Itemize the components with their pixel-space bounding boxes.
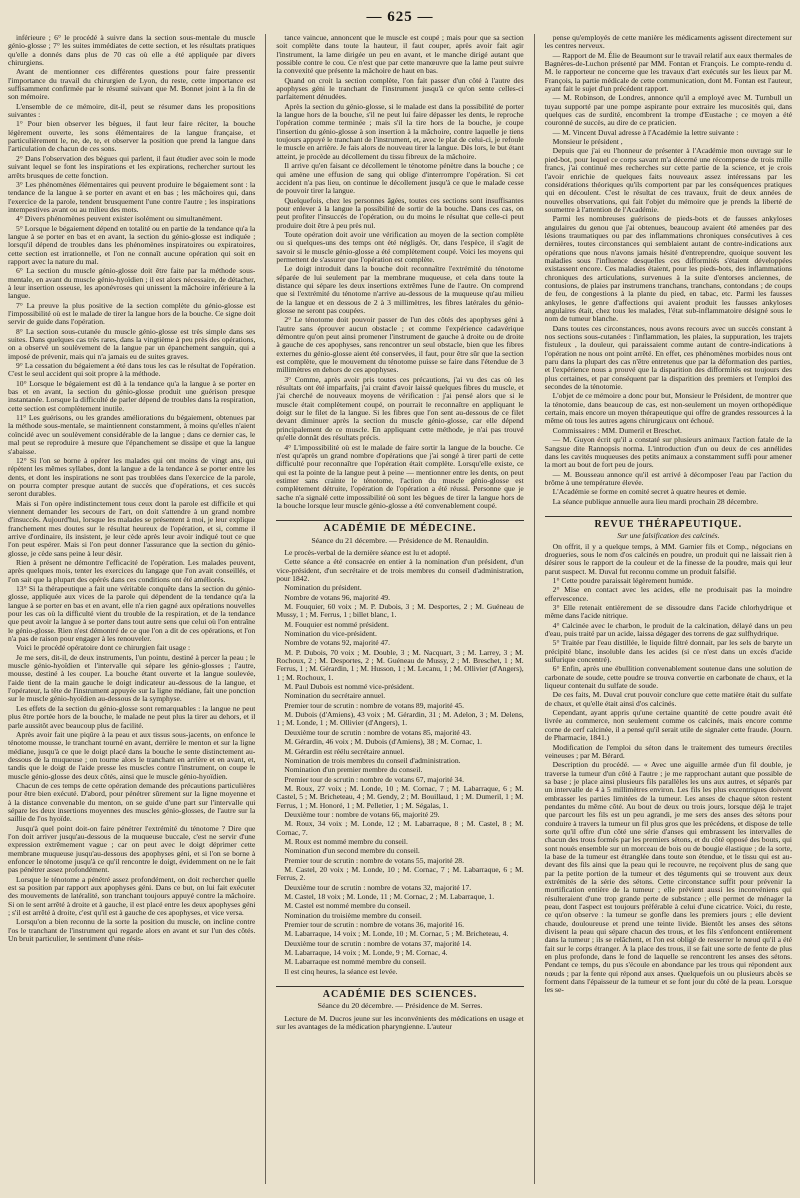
paragraph: 2° Mise en contact avec les acides, elle ne produisait pas la moindre effervescence. [544,585,793,603]
paragraph: 3° Elle retenait entièrement de se dissoudre dans l'acide chlorhydrique et même dans l'acide nitrique. [544,603,793,621]
paragraph: 4° L'impossibilité où est le malade de faire sortir la langue de la bouche. Ce n'est qu'après un grand nombre d'opérations que j'ai songé à tirer parti de cette difficulté pour reconnaître que l'opération était complète. Lorsqu'elle existe, ce qui est la pointe de la langue peut à peine — mentionner entre les dents, on peut estimer sans crainte le ténotome, l'action du muscle génio-glosse est complètement détruite, l'opération de l'opération a été réussi. Personne que je sache n'a signalé cette impossibilité où sont les bègues de tirer la langue hors de la bouche lorsque leur muscle génio-glosse a été convenablement coupé. [276,442,524,510]
paragraph: Dans toutes ces circonstances, nous avons recours avec un succès constant à nos sections sous-cutanées : l'inflammation, les plaies, la suppuration, les trajets fistuleux , la douleur, qui paraissaient comme autant de contre-indications à l'opération ne nous ont point arrêté. En effet, ces phénomènes morbides nous ont paru dans la plupart des cas n'être entretenus que par la déformation des parties, et l'expérience nous a prouvé que la disparition des difformités est toujours des plus certaines, et par conséquent par la disparition des premiers et l'emploi des secondes de la ténotomie. [544,323,793,392]
paragraph: Quelquefois, chez les personnes âgées, toutes ces sections sont insuffisantes pour enlever à la langue la possibilité de sortir de la bouche. Dans ces cas, on peut profiter l'insuccès de l'opération, ou du moins le résultat que celle-ci peut produire doit être à peu près nul. [276,195,524,230]
paragraph: Deuxième tour de scrutin : nombre de votans 37, majorité 14. [284,938,472,948]
paragraph: Description du procédé. — « Avec une aiguille armée d'un fil double, je traverse la tumeur d'un côté à l'autre ; je me rapprochant autant que possible de sa base ; je place ainsi plusieurs fils parallèles les uns aux autres, et séparés par un intervalle de 4 à 5 millimètres environ. Les fils les plus excentriques doivent embrasser les parties limitées de la tumeur. Les anses de chaque séton restent pendantes du même côté. Au bout de deux ou trois jours, lorsque déjà le trajet que parcourt les fils est un peu agrandi, je me sers des anses des sétons pour conduire à travers la tumeur un fil plus gros que les précédens, et dispose de telle sorte qu'il offre d'un côté une série d'anses qui embrassent les intervalles de chacun des trous formés par les premiers sétons, et du côté opposé des bouts, qui sont noués ensemble sur un morceau de bois ou de bougie élastique ; de la sorte, la base de la tumeur est étranglée dans toute son étendue, et le tissu qui est au-devant des fils ainsi que la peau qui le recouvre, ne reçoivent plus de sang que par la petite portion de la tumeur et des téguments qui se trouvent aux deux extrémités de la série des sétons. Cette circonstance suffit pour prévenir la mortification entière de la tumeur ; elle prévient aussi les inconvéniens qui résulteraient d'une trop grande perte de substance ; elle permet de ménager la peau, dont l'aspect est toujours préférable à celui d'une cicatrice. Voici, du reste, ce qu'on observe : la tumeur se gonfle dans les premiers jours ; elle devient chaude, douloureuse et prend une teinte livide. Bientôt les anses des sétons divisent la peau qui sépare chacun des trous, et les fils s'enfoncent entièrement dans la tumeur ; ils se relâchent, et l'on est obligé de resserrer le nœud qu'il a été fait sur le corps étranger. À la place des trous, il se fait une sorte de fente de plus en plus profonde, dans le fond de laquelle se rencontrent les anses des sétons. Pendant ce temps, du pus s'écoule en abondance par les trous qui répondent aux nœuds ; par la fente qui répond aux anses. Quelquefois un ou plusieurs abcès se forment dans l'épaisseur de la tumeur et se font jour du côté de la peau. Lorsque les se- [544,760,793,995]
paragraph: Nomination du vice-président. [284,629,377,639]
paragraph: M. Castel est nommé membre du conseil. [284,901,411,911]
paragraph: Nombre de votans 92, majorité 47. [284,638,390,648]
paragraph: Monsieur le président , [552,137,623,147]
paragraph: M. Fouquier, 60 voix ; M. P. Dubois, 3 ; M. Desportes, 2 ; M. Guéneau de Mussy, 1 ; M. Ferrus, 1 ; billet blanc, 1. [276,602,524,620]
paragraph: Parmi les nombreuses guérisons de pieds-bots et de fausses ankyloses angulaires du genou que j'ai obtenues, beaucoup avaient été amenées par des lésions traumatiques ou par des inflammations chroniques consécutives à ces dernières, toutes circonstances qui semblaient autant de contre-indications aux opérations que nous n'avons jamais hésité d'entreprendre, quoique souvent les maladies sous l'influence desquelles ces difformités s'étaient développées existassent encore. Ces maladies étaient, pour les pieds-bots, des inflammations chroniques des articulations, survenues à la suite d'entorses anciennes, de contusions, de plaies par instrumens tranchans, tranchans, contondans ; de coups de feu, de congestions à la plante du pied, en tabac, etc. Parmi les fausses ankyloses, le genre d'affections qui avaient produit les fausses ankyloses angulaires était, chez tous les malades, l'état sub-inflammatoire désigné sous le nom de tumeur blanche. [544,214,793,324]
paragraph: Lecture de M. Ducros jeune sur les inconvénients des médications en usage et sur les avantages de la médication pharyngienne. L'auteur [276,1013,524,1032]
paragraph: — M. Robinson, de Londres, annonce qu'il a employé avec M. Turnbull un tuyau supporté par une pompe aspirante pour extraire les mucosités qui, dans quelques cas de surdité, encombrent la trompe d'Eustache ; ce moyen a été couronné de succès, au dire de ce praticien. [544,93,793,128]
paragraph: Chacun de ces temps de cette opération demande des précautions particulières pour être bien exécuté. D'abord, pour pénétrer sûrement sur la ligne moyenne et à la distance convenable du menton, on se guide d'une part sur l'intervalle qui sépare les deux insertions moyennes des muscles génio-glosses, de l'autre sur la saillie de l'os hyoïde. [8,780,256,824]
paragraph: M. Castel, 20 voix ; M. Londe, 10 ; M. Cornac, 7 ; M. Labarraque, 6 ; M. Ferrus, 2. [276,864,524,883]
column-divider [534,34,535,1184]
paragraph: 3° Les phénomènes élémentaires qui peuvent produire le bégaiement sont : la tendance de la langue à se porter en avant et en bas ; les mâchoires qui, dans l'exercice de la parole, tendent brusquement l'une contre l'autre ; les inspirations intempestives avant ou au milieu des mots. [8,179,256,214]
page-number: — 625 — [366,8,434,25]
paragraph: M. Labarraque, 14 voix ; M. Londe, 9 ; M. Cornac, 4. [284,948,448,958]
column-middle [276,34,523,1184]
paragraph: Quand on croit la section complète, l'on fait passer d'un côté à l'autre des apophyses géni le tranchant de l'instrument jusqu'à ce qu'on sente celles-ci parfaitement dénudées. [276,75,524,102]
section-title-academie-medecine: ACADÉMIE DE MÉDECINE. [276,520,523,533]
paragraph: — M. Bousseau annonce qu'il est arrivé à décomposer l'eau par l'action du brôme à une température élevée. [544,469,793,487]
paragraph: Toute opération doit avoir une vérification au moyen de la section complète ou si quelques-uns des temps ont été négligés. Or, dans l'espèce, il s'agit de savoir si le muscle génio-glosse a été complètement coupé. Voici les moyens qui permettent de s'assurer que l'opération est complète. [276,229,524,264]
paragraph: Les effets de la section du génio-glosse sont remarquables : la langue ne peut plus être portée hors de la bouche, le malade ne peut plus la tirer au dehors, et il parle aussitôt avec beaucoup plus de facilité. [8,703,256,730]
paragraph: Nomination de trois membres du conseil d'administration. [284,755,461,765]
academie-sciences-continued [545,34,792,506]
paragraph: Cependant, ayant appris qu'une certaine quantité de cette poudre avait été livrée au commerce, non seulement comme os calcinés, mais encore comme corne de cerf calcinée, il a pensé qu'il serait utile de signaler cette fraude. (Journ. de Pharmacie, 1841.) [544,708,793,743]
paragraph: Lorsque le ténotome a pénétré assez profondément, on doit rechercher quelle est sa position par rapport aux apophyses géni. Dans ce but, on lui fait exécuter des mouvements de latéralité, son tranchant toujours appuyé contre la mâchoire. Si on le sent arrêté à droite et à gauche, il est placé entre les deux apophyses géni ; s'il est arrêté à droite, c'est qu'il est à gauche de ces apophyses, et vice versa. [8,874,256,918]
paragraph: 6° Enfin, après une ébullition convenablement soutenue dans une solution de carbonate de soude, cette poudre se trouva convertie en carbonate de chaux, et la liqueur contenait du sulfate de soude. [544,664,793,691]
paragraph: 7° La preuve la plus positive de la section complète du génio-glosse est l'impossibilité où est le malade de tirer la langue hors de la bouche. Ce signe doit servir de guide dans l'opération. [8,300,256,327]
paragraph: Nomination du troisième membre du conseil. [284,910,422,920]
paragraph: Premier tour de scrutin : nombre de votans 67, majorité 34. [284,774,465,784]
paragraph: Premier tour de scrutin : nombre de votans 36, majorité 16. [284,920,465,930]
paragraph: Premier tour de scrutin : nombre de votans 55, majorité 28. [284,855,465,865]
paragraph: De ces faits, M. Duval crut pouvoir conclure que cette matière était du sulfate de chaux, et qu'elle était ainsi d'os calcinés. [544,690,793,708]
paragraph: Deuxième tour de scrutin : nombre de votans 32, majorité 17. [284,882,472,892]
academie-medecine-report [276,549,523,976]
paragraph: M. Gérardin, 46 voix ; M. Dubois (d'Amiens), 38 ; M. Cornac, 1. [284,737,483,747]
paragraph: M. Roux, 34 voix ; M. Londe, 12 ; M. Labarraque, 8 ; M. Castel, 8 ; M. Cornac, 7. [276,819,524,837]
paragraph: M. P. Dubois, 70 voix ; M. Double, 3 ; M. Nacquart, 3 ; M. Larrey, 3 ; M. Rochoux, 2 ; M. Desportes, 2 ; M. Guéneau de Mussy, 2 ; M. Breschet, 1 ; M. Ferrus, 1 ; M. Gérardin, 1 ; M. Husson, 1 ; M. Lecanu, 1 ; M. Ollivier (d'Angers), 1 ; M. Rochoux, 1. [276,647,524,682]
paragraph: Nombre de votans 96, majorité 49. [284,592,390,602]
paragraph: Voici le procédé opératoire dont ce chirurgien fait usage : [16,643,191,653]
revue-therapeutique-text [545,543,792,995]
paragraph: M. Gérardin est réélu secrétaire annuel. [284,746,405,756]
paragraph: M. Labarraque, 14 voix ; M. Londe, 10 ; M. Cornac, 5 ; M. Bricheteau, 4. [284,929,509,939]
column-divider [265,34,266,1184]
article-subtitle: Sur une falsification des calcinés. [617,531,720,541]
paragraph: M. Labarraque est nommé membre du conseil. [284,957,427,967]
paragraph: Cette séance a été consacrée en entier à la nomination d'un président, d'un vice-président, d'un secrétaire et de trois membres du conseil d'administration, pour 1842. [276,557,524,583]
paragraph: Lorsqu'on a bien reconnu de la sorte la position du muscle, on incline contre l'os le tranchant de l'instrument qui regarde alors en avant et sur l'un des côtés. Un bruit particulier, le sentiment d'une résis- [8,917,256,944]
paragraph: Le doigt introduit dans la bouche doit reconnaître l'extrémité du ténotome séparée de lui seulement par la membrane muqueuse, et cela dans toute la distance qui sépare les deux insertions extrêmes l'une de l'autre. On comprend que si l'extrémité du ténotome n'arrive au-dessous de la muqueuse qu'au milieu de la langue et en dessous de 2 à 3 millimètres, les fibres latérales du génio-glosse ne seront pas coupées. [276,264,524,315]
paragraph: 10° Lorsque le bégaiement est dû à la tendance qu'a la langue à se porter en bas et en avant, la section du génio-glosse produit une guérison presque instantanée. Lorsque la difficulté de parler dépend de troubles dans la respiration, cette section est complètement inutile. [8,378,256,413]
paragraph: M. Roux est nommé membre du conseil. [284,836,408,846]
paragraph: M. Castel, 18 voix ; M. Londe, 11 ; M. Cornac, 2 ; M. Labarraque, 1. [284,892,495,901]
paragraph: Modification de l'emploi du séton dans le traitement des tumeurs érectiles veineuses ; par M. Bérard. [544,742,793,760]
paragraph: Commissaires : MM. Dumeril et Breschet. [552,425,682,435]
paragraph: Après la section du génio-glosse, si le malade est dans la possibilité de porter la langue hors de la bouche, s'il ne peut lui faire dépasser les dents, le reproche l'opération comme terminée ; mais s'il la tire hors de la bouche, je coupe l'insertion du génio-glosse à son insertion à la mâchoire, contre laquelle je tiens toujours appuyé le tranchant de l'instrument, et, avec le plat de celui-ci, je refoule le muscle en arrière. Je fais alors de nouveau tirer la langue. Dès lors, le but étant atteint, je procède au décollement du tissu fibreux de la mâchoire. [276,101,524,161]
paragraph: Deuxième tour : nombre de votans 66, majorité 29. [284,809,440,819]
paragraph: L'ensemble de ce mémoire, dit-il, peut se résumer dans les propositions suivantes : [8,101,256,120]
paragraph: Depuis que j'ai eu l'honneur de présenter à l'Académie mon ouvrage sur le pied-bot, pour lequel ce corps savant m'a décerné une récompense de trois mille francs, j'ai continué mes recherches sur cette partie de la science, et je crois l'avoir enrichie de quelques faits nouveaux assez intéressans par les considérations théoriques qu'ils comportent par par les conséquences pratiques qui en découlent. C'est le résultat de ces travaux, fruit de deux années de nouvelles observations, qui fait l'objet du mémoire que je prends la liberté de soumettre à l'attention de l'Académie. [544,146,793,214]
paragraph: M. Paul Dubois est nommé vice-président. [284,682,415,692]
section-title-academie-sciences: ACADÉMIE DES SCIENCES. [276,986,523,999]
paragraph: Je me sers, dit-il, de deux instruments, l'un pointu, destiné à percer la peau ; le muscle génio-hyoïdien et l'intervalle qui sépare les génio-glosses ; l'autre, mousse, destiné à les couper. La bouche étant ouverte et la langue soulevée, l'aide tient de la main gauche le doigt indicateur au-dessous de la langue, et l'opérateur, la tête de l'instrument appuyée sur la ligne médiane, fait une ponction sur le muscle génio-hyoïdien au-dessous de la symphyse. [8,652,256,704]
page-header [8,0,792,34]
paragraph: 2° Le ténotome doit pouvoir passer de l'un des côtés des apophyses géni à l'autre sans éprouver aucun obstacle ; et comme l'expérience cadavérique démontre qu'on peut ainsi promener l'instrument de gauche à droite ou de droite à gauche de ces apophyses, sans rencontrer un seul obstacle, bien que les fibres externes du génio-glosse aient été conservées, il faut, pour être sûr que la section est complète, que le mouvement du ténotome puisse se faire dans l'étendue de 3 millimètres en dehors de ces apophyses. [276,315,524,375]
columns [8,34,792,1184]
paragraph: L'objet de ce mémoire a donc pour but, Monsieur le Président, de montrer que la ténotomie, dans beaucoup de cas, est non-seulement un moyen orthopédique certain, mais encore un moyen thérapeutique qui offre de grandes ressources à la même où tous les autres agens chirurgicaux ont échoué. [544,391,793,426]
paragraph: 4° Divers phénomènes peuvent exister isolément ou simultanément. [16,214,223,224]
column-right [545,34,792,1184]
paragraph: 1° Cette poudre paraissait légèrement humide. [552,575,694,585]
paragraph: Nomination du secrétaire annuel. [284,691,386,701]
session-line-medecine: Séance du 21 décembre. — Présidence de M. Renauldin. [311,535,489,545]
paragraph: Il arrive qu'en faisant ce décollement le ténotome pénètre dans la bouche ; ce qui amène une effusion de sang qui oblige d'interrompre l'opération. Si cet accident n'a pas lieu, on continue le décollement jusqu'à ce que le malade cesse de pouvoir tirer la langue. [276,161,524,196]
paragraph: 2° Dans l'observation des bègues qui parlent, il faut étudier avec soin le mode suivant lequel se font les inspirations et les expirations, rechercher surtout les arrêts brusques de cette fonction. [8,153,256,180]
surgery-article-continued [276,34,523,510]
column-left [8,34,255,1184]
paragraph: Rien à présent ne démontre l'efficacité de l'opération. Les malades peuvent, après quelques mois, tenter les exercices du langage que l'on avait conseillés, et l'on sait que la plupart des opérés dans ces conditions ont été améliorés. [8,557,256,584]
paragraph: Jusqu'à quel point doit-on faire pénétrer l'extrémité du ténotome ? Dire que l'on doit arriver jusqu'au-dessous de la muqueuse buccale, c'est ne servir d'une expression extrêmement vague ; car on peut avec le doigt déprimer cette membrane muqueuse jusqu'au-dessous des apophyses géni, et si l'on se borne à enfoncer le ténotome jusqu'à ce qu'il rencontre le doigt, évidemment on ne le fait pas pénétrer assez profondément. [8,823,256,875]
paragraph: M. Fouquier est nommé président. [284,619,389,629]
paragraph: Premier tour de scrutin : nombre de votans 89, majorité 45. [284,700,465,710]
paragraph: 4° Calcinée avec le charbon, le produit de la calcination, délayé dans un peu d'eau, puis traité par un acide, laissa dégager des torrens de gaz sulfhydrique. [544,620,793,639]
paragraph: tance vaincue, annoncent que le muscle est coupé ; mais pour que sa section soit complète dans toute la hauteur, il faut couper, après avoir fait agir l'instrument, la lame dirigée un peu en avant, et le manche dirigé autant que possible contre le cou. Ce n'est que par cette manœuvre que la lame peut suivre la convexité que présente la mâchoire de haut en bas. [276,34,524,76]
paragraph: 3° Comme, après avoir pris toutes ces précautions, j'ai vu des cas où les résultats ont été imparfaits, j'ai craint d'avoir laissé quelques fibres du muscle, et j'ai cherché de nouveaux moyens de vérification : j'ai pensé alors que si le muscle était complètement coupé, on pourrait le reconnaître en appliquant le doigt sur le filet de la langue. Si les fibres que l'on sent au-dessous de ce filet devant diminuer après la section du muscle génio-glosse, car elle dépend principalement de ce muscle. En appliquant cette méthode, je n'ai pas trouvé qu'elle donnât des résultats précis. [276,374,524,443]
paragraph: Nomination d'un premier membre du conseil. [284,765,423,775]
section-title-revue-therapeutique: REVUE THÉRAPEUTIQUE. [545,516,792,529]
paragraph: 1° Pour bien observer les bègues, il faut leur faire réciter, la bouche légèrement ouverte, les sons élémentaires de la langue française, et particulièrement le, ne, de, te, et observer la position que prend la langue dans l'articulation de chacun de ces sons. [8,119,256,154]
paragraph: La séance publique annuelle aura lieu mardi prochain 28 décembre. [552,496,759,506]
paragraph: 8° La section sous-cutanée du muscle génio-glosse est très simple dans ses suites. Dans quelques cas très rares, dans la vingtième à peu près des opérations, on a observé un soulèvement de la langue par un épanchement sanguin, qui a imposé de prévenir, mais qui n'a jamais eu de suites graves. [8,326,256,361]
paragraph: Avant de mentionner ces différentes questions pour faire pressentir l'importance du travail du chirurgien de Lyon, du reste, cette importance est suffisamment confirmée par le résumé suivant que M. Bonnet joint à la fin de son mémoire. [8,67,256,102]
paragraph: inférieure ; 6° le procédé à suivre dans la section sous-mentale du muscle génio-glosse ; 7° les suites immédiates de cette section, et les résultats pratiques qu'elle a donnés dans plus de 70 cas où elle a été appliquée par divers chirurgiens. [8,34,256,68]
paragraph: M. Roux, 27 voix ; M. Londe, 10 ; M. Cornac, 7 ; M. Labarraque, 6 ; M. Castel, 5 ; M. Bricheteau, 4 ; M. Gendy, 2 ; M. Bouillaud, 1 ; M. Dumeril, 1 ; M. Ferrus, 1 ; M. Honoré, 1 ; M. Pelletier, 1 ; M. Ségalas, 1. [276,783,524,810]
paragraph: 9° La cessation du bégaiement a été dans tous les cas le résultat de l'opération. C'est le seul accident qui soit propre à la méthode. [8,361,256,379]
paragraph: Nomination du président. [284,583,362,593]
paragraph: 5° Traitée par l'eau distillée, le liquide filtré donnait, par les sels de baryte un précipité blanc, insoluble dans les acides (si ce n'est dans un excès d'acide sulfurique concentré). [544,638,793,665]
paragraph: 13° Si la thérapeutique a fait une véritable conquête dans la section du génio-glosse, appliquée aux vices de la parole qui dépendent de la tendance qu'a la langue à se porter en bas et en avant, elle n'a rien gagné aux opérations nouvelles pour les cas où la difficulté vient du trouble de la respiration, et de la tendance que peut avoir la langue à se porter dans tout autre sens que celui où l'on entraîne le génio-glosse. Rien n'est démontré de ce que l'on a dit de ces opérations, et l'on n'a pas de raison pour engager à les renouveler. [8,584,256,644]
paragraph: Il est cinq heures, la séance est levée. [284,966,398,976]
paragraph: — Rapport de M. Élie de Beaumont sur le travail relatif aux eaux thermales de Bagnères-de-Luchon présenté par MM. Fontan et François. Le compte-rendu d. M. le rapporteur ne concerne que les travaux d'art exécutés sur les lieux par M. François, la partie médicale de cette communication, dont M. Fontan est l'auteur, ayant fait le sujet d'un précédent rapport. [544,50,793,94]
paragraph: Mais si l'on opère indistinctement tous ceux dont la parole est difficile et qui viennent demander les secours de l'art, on doit s'attendre à un grand nombre d'insuccès. Aujourd'hui, lorsque les malades se présentent à moi, je leur explique franchement mes doutes sur le résultat heureux de l'opération, et si, comme il arrive d'ordinaire, ils insistent, je leur cède après leur avoir indiqué tout ce que l'on peut espérer. Mais si l'on peut donner l'assurance que la section du génio-glosse, je cède sans peine à leur désir. [8,498,256,558]
paragraph: pense qu'employés de cette manière les médicaments agissent directement sur les centres nerveux. [544,34,793,51]
academie-sciences-report [276,1015,523,1032]
paragraph: M. Dubois (d'Amiens), 43 voix ; M. Gérardin, 31 ; M. Adelon, 3 ; M. Delens, 1 ; M. Londe, 1 ; M. Ollivier (d'Angers), 1. [276,710,524,728]
paragraph: 11° Les guérisons, ou les grandes améliorations du bégaiement, obtenues par la méthode sous-mentale, se maintiennent constamment, à moins qu'elles n'aient coïncidé avec un soulèvement considérable de la langue ; dans ce dernier cas, le mal peut se reproduire à mesure que l'épanchement se dissipe et que la langue s'abaisse. [8,413,256,456]
paragraph: 12° Si l'on se borne à opérer les malades qui ont moins de vingt ans, qui répètent les mêmes syllabes, dont la langue a de la tendance à se porter entre les dents, et dont les inspirations ne sont pas troublées dans l'exercice de la parole, on pourra compter presque autant de succès que d'opérations, et ces succès seront durables. [8,455,256,499]
paragraph: Le procès-verbal de la dernière séance est lu et adopté. [284,547,451,557]
paragraph: L'Académie se forme en comité secret à quatre heures et demie. [552,487,747,497]
paragraph: Deuxième tour de scrutin : nombre de votans 85, majorité 43. [284,727,472,737]
paragraph: On offrit, il y a quelque temps, à MM. Garnier fils et Comp., négocians en drogueries, sous le nom d'os calcinés en poudre, un produit qui ne laissait rien à désirer sous le rapport de la couleur et de la finesse de la poudre, mais qui leur parut suspect. M. Duval fut reconnu comme un produit falsifié. [544,541,793,576]
paragraph: — M. Vincent Duval adresse à l'Académie la lettre suivante : [552,127,739,137]
paragraph: 5° Lorsque le bégaiement dépend en totalité ou en partie de la tendance qu'a la langue à se porter en bas et en avant, la section du génio-glosse est indiquée ; lorsqu'il dépend de troubles dans les phénomènes inspiratoires ou expiratoires, cette section est irrationnelle, et l'on ne connaît aucune opération qui soit en rapport avec la nature du mal. [8,223,256,266]
paragraph: Nomination d'un second membre du conseil. [284,846,420,856]
paragraph: — M. Guyon écrit qu'il a constaté sur plusieurs animaux l'action fatale de la Sangsue dite Rannopsis norma. L'introduction d'un ou deux de ces annélides dans les cavités muqueuses des petits animaux a constamment suffi pour amener la mort au bout de fort peu de jours. [544,435,793,470]
paragraph: 6° La section du muscle génio-glosse doit être faite par la méthode sous-mentale, en avant du muscle génio-hyoïdien ; il est alors nécessaire, de détacher, à leur insertion osseuse, les aponévroses qui unissent la mâchoire inférieure à la langue. [8,266,256,301]
session-line-sciences: Séance du 20 décembre. — Présidence de M. Serres. [317,1001,483,1011]
paragraph: Après avoir fait une piqûre à la peau et aux tissus sous-jacents, on enfonce le ténotome mousse, le tranchant tourné en avant, derrière le menton et sur la ligne médiane, jusqu'à ce que le doigt placé dans la bouche le sente distinctement au-dessous de la muqueuse ; on tourne alors le tranchant en arrière et en avant, et, tandis que le doigt de l'aide presse les muscles contre l'instrument, on coupe le muscle génio-glosse des deux côtés, ainsi que le muscle génio-hyoïdien. [8,729,256,781]
